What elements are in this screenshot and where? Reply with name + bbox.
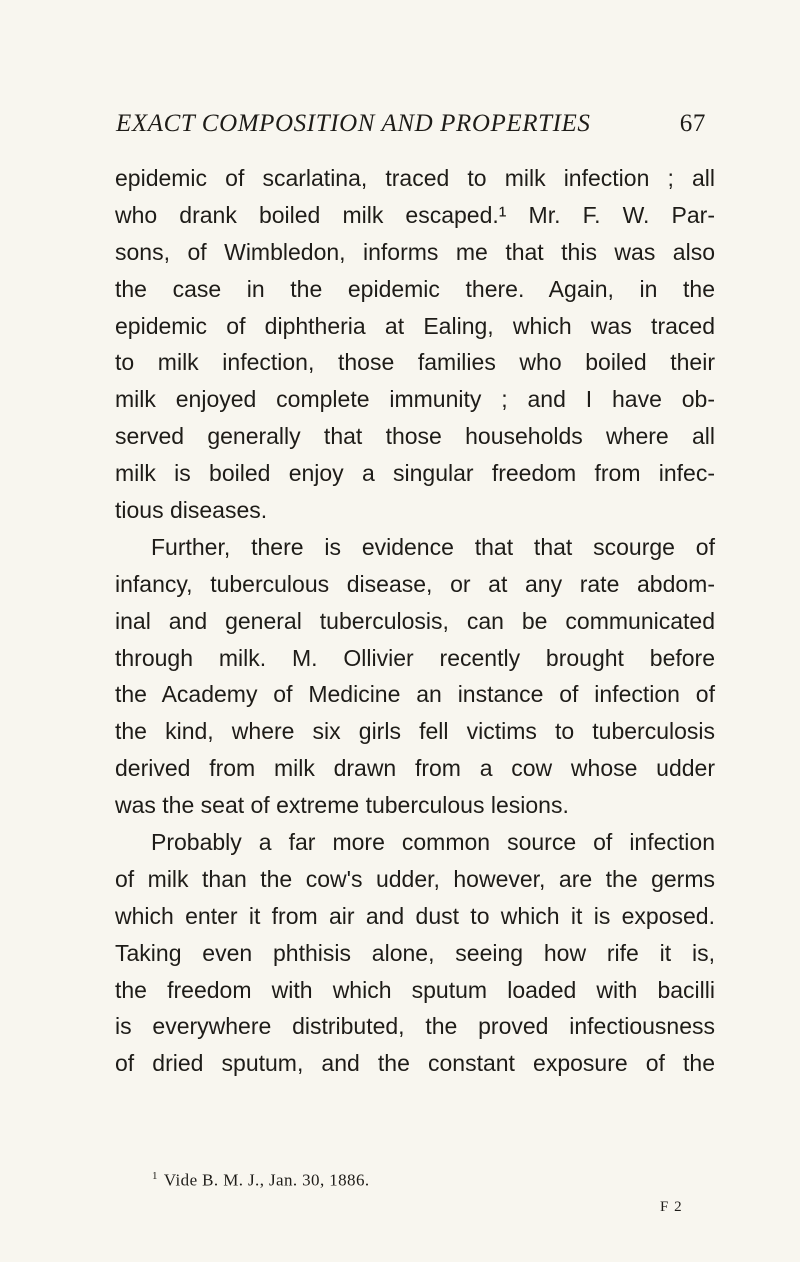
text-line: Further, there is evidence that that scourge of (151, 533, 715, 560)
text-line: tious diseases. (115, 497, 268, 524)
text-line: of dried sputum, and the constant exposure of the (115, 1050, 715, 1077)
footnote-text: Vide B. M. J., Jan. 30, 1886. (163, 1170, 370, 1190)
text-line: of milk than the cow's udder, however, are the germs (115, 865, 715, 892)
text-line: served generally that those households where all (115, 423, 715, 450)
text-line: infancy, tuberculous disease, or at any rate abdom- (115, 570, 715, 597)
text-line: epidemic of scarlatina, traced to milk infection ; all (115, 165, 715, 191)
paragraph (115, 160, 715, 529)
text-line: which enter it from air and dust to which it is exposed. (115, 902, 715, 929)
text-line: the kind, where six girls fell victims to tuberculosis (115, 718, 715, 745)
text-line: sons, of Wimbledon, informs me that this was also (115, 238, 715, 265)
text-line: Probably a far more common source of infection (151, 829, 715, 856)
signature-mark: F 2 (660, 1199, 683, 1215)
footnote-marker: 1 (152, 1170, 158, 1182)
text-line: inal and general tuberculosis, can be communicated (115, 607, 715, 634)
footnote (152, 1170, 370, 1191)
paragraph (115, 529, 715, 824)
text-line: to milk infection, those families who boiled their (115, 349, 715, 376)
text-line: milk enjoyed complete immunity ; and I have ob- (115, 386, 715, 413)
paragraph (115, 824, 715, 1082)
body-text (115, 160, 715, 1082)
text-line: through milk. M. Ollivier recently brought before (115, 644, 715, 671)
text-line: was the seat of extreme tuberculous lesions. (115, 792, 569, 819)
page-header (116, 110, 706, 150)
text-line: who drank boiled milk escaped.¹ Mr. F. W. Par- (115, 201, 715, 228)
text-line: epidemic of diphtheria at Ealing, which was traced (115, 312, 715, 339)
text-line: Taking even phthisis alone, seeing how rife it is, (115, 939, 715, 966)
page-number: 67 (679, 110, 706, 137)
text-line: the Academy of Medicine an instance of infection of (115, 681, 715, 708)
text-line: is everywhere distributed, the proved infectiousness (115, 1013, 715, 1040)
text-line: derived from milk drawn from a cow whose udder (115, 755, 715, 782)
text-line: the case in the epidemic there. Again, in the (115, 275, 715, 302)
text-line: milk is boiled enjoy a singular freedom from infec- (115, 460, 715, 487)
running-head: EXACT COMPOSITION AND PROPERTIES (116, 110, 591, 137)
text-line: the freedom with which sputum loaded with bacilli (115, 976, 715, 1003)
